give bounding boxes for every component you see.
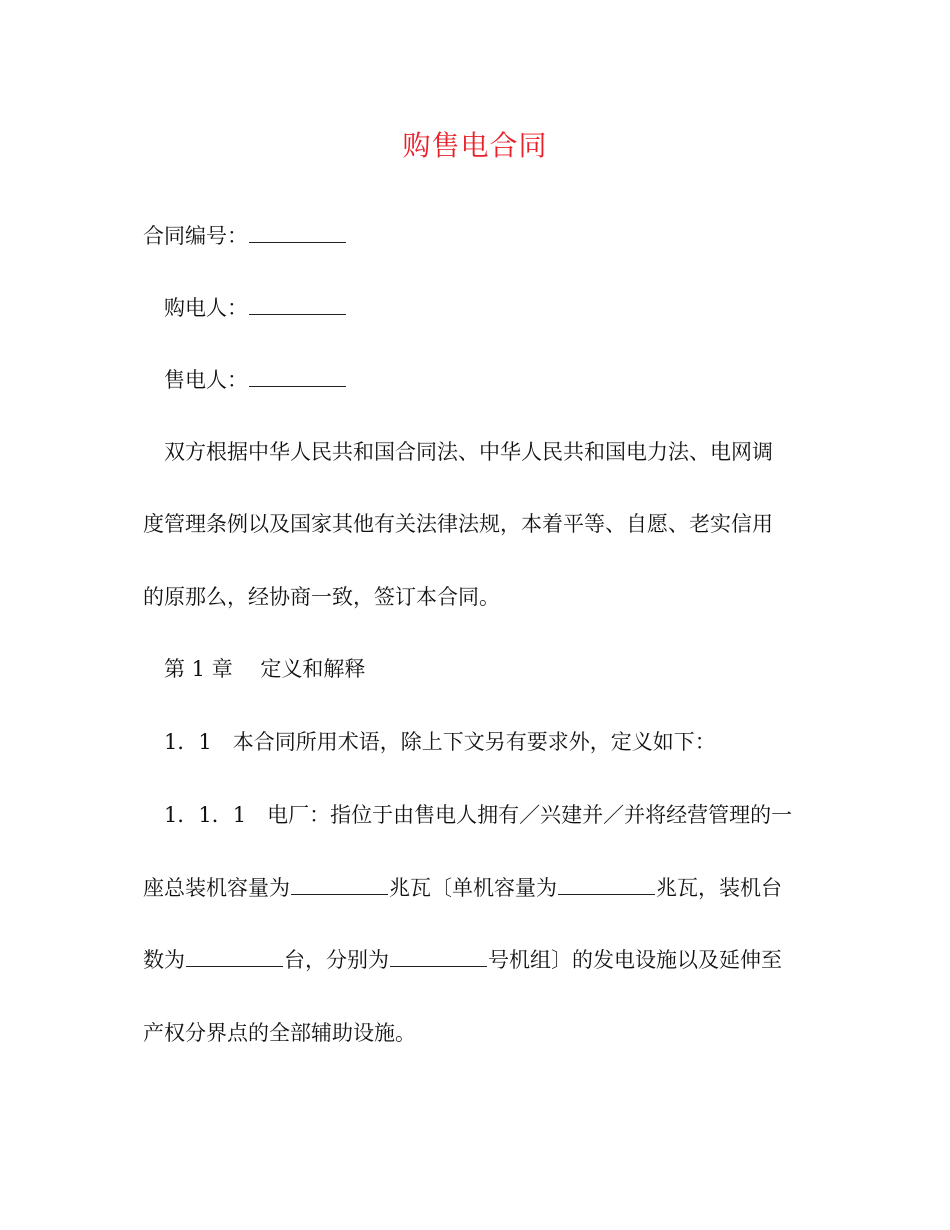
text-segment: 台，分别为 — [284, 948, 389, 972]
contract-number-line — [143, 221, 813, 251]
unit-count-blank — [186, 946, 283, 967]
text-segment: 座总装机容量为 — [143, 876, 290, 900]
clause-1-1-1-line-1: 1．1．1 电厂：指位于由售电人拥有／兴建并／并将经营管理的一 — [164, 803, 793, 827]
chapter-1-heading: 第 1 章 定义和解释 — [164, 657, 366, 681]
capacity-blank — [291, 874, 388, 895]
clause-1-1-1-line-3 — [143, 945, 813, 975]
contract-number-blank — [249, 222, 346, 243]
page-title: 购售电合同 — [402, 129, 548, 162]
text-segment: 号机组〕的发电设施以及延伸至 — [488, 948, 782, 972]
buyer-line — [164, 293, 834, 323]
unit-capacity-blank — [558, 874, 655, 895]
buyer-label: 购电人： — [164, 296, 248, 320]
text-segment: 数为 — [143, 948, 185, 972]
seller-label: 售电人： — [164, 368, 248, 392]
preamble-line-3: 的原那么，经协商一致，签订本合同。 — [143, 585, 500, 609]
text-segment: 兆瓦〔单机容量为 — [389, 876, 557, 900]
seller-line — [164, 365, 834, 395]
preamble-line-2: 度管理条例以及国家其他有关法律法规，本着平等、自愿、老实信用 — [143, 512, 773, 536]
text-segment: 兆瓦，装机台 — [656, 876, 782, 900]
seller-blank — [249, 366, 346, 387]
preamble-line-1: 双方根据中华人民共和国合同法、中华人民共和国电力法、电网调 — [164, 440, 773, 464]
buyer-blank — [249, 294, 346, 315]
clause-1-1-1-line-4: 产权分界点的全部辅助设施。 — [143, 1021, 416, 1045]
contract-number-label: 合同编号： — [143, 224, 248, 248]
unit-numbers-blank — [390, 946, 487, 967]
clause-1-1: 1．1 本合同所用术语，除上下文另有要求外，定义如下： — [164, 730, 716, 754]
clause-1-1-1-line-2 — [143, 873, 813, 903]
